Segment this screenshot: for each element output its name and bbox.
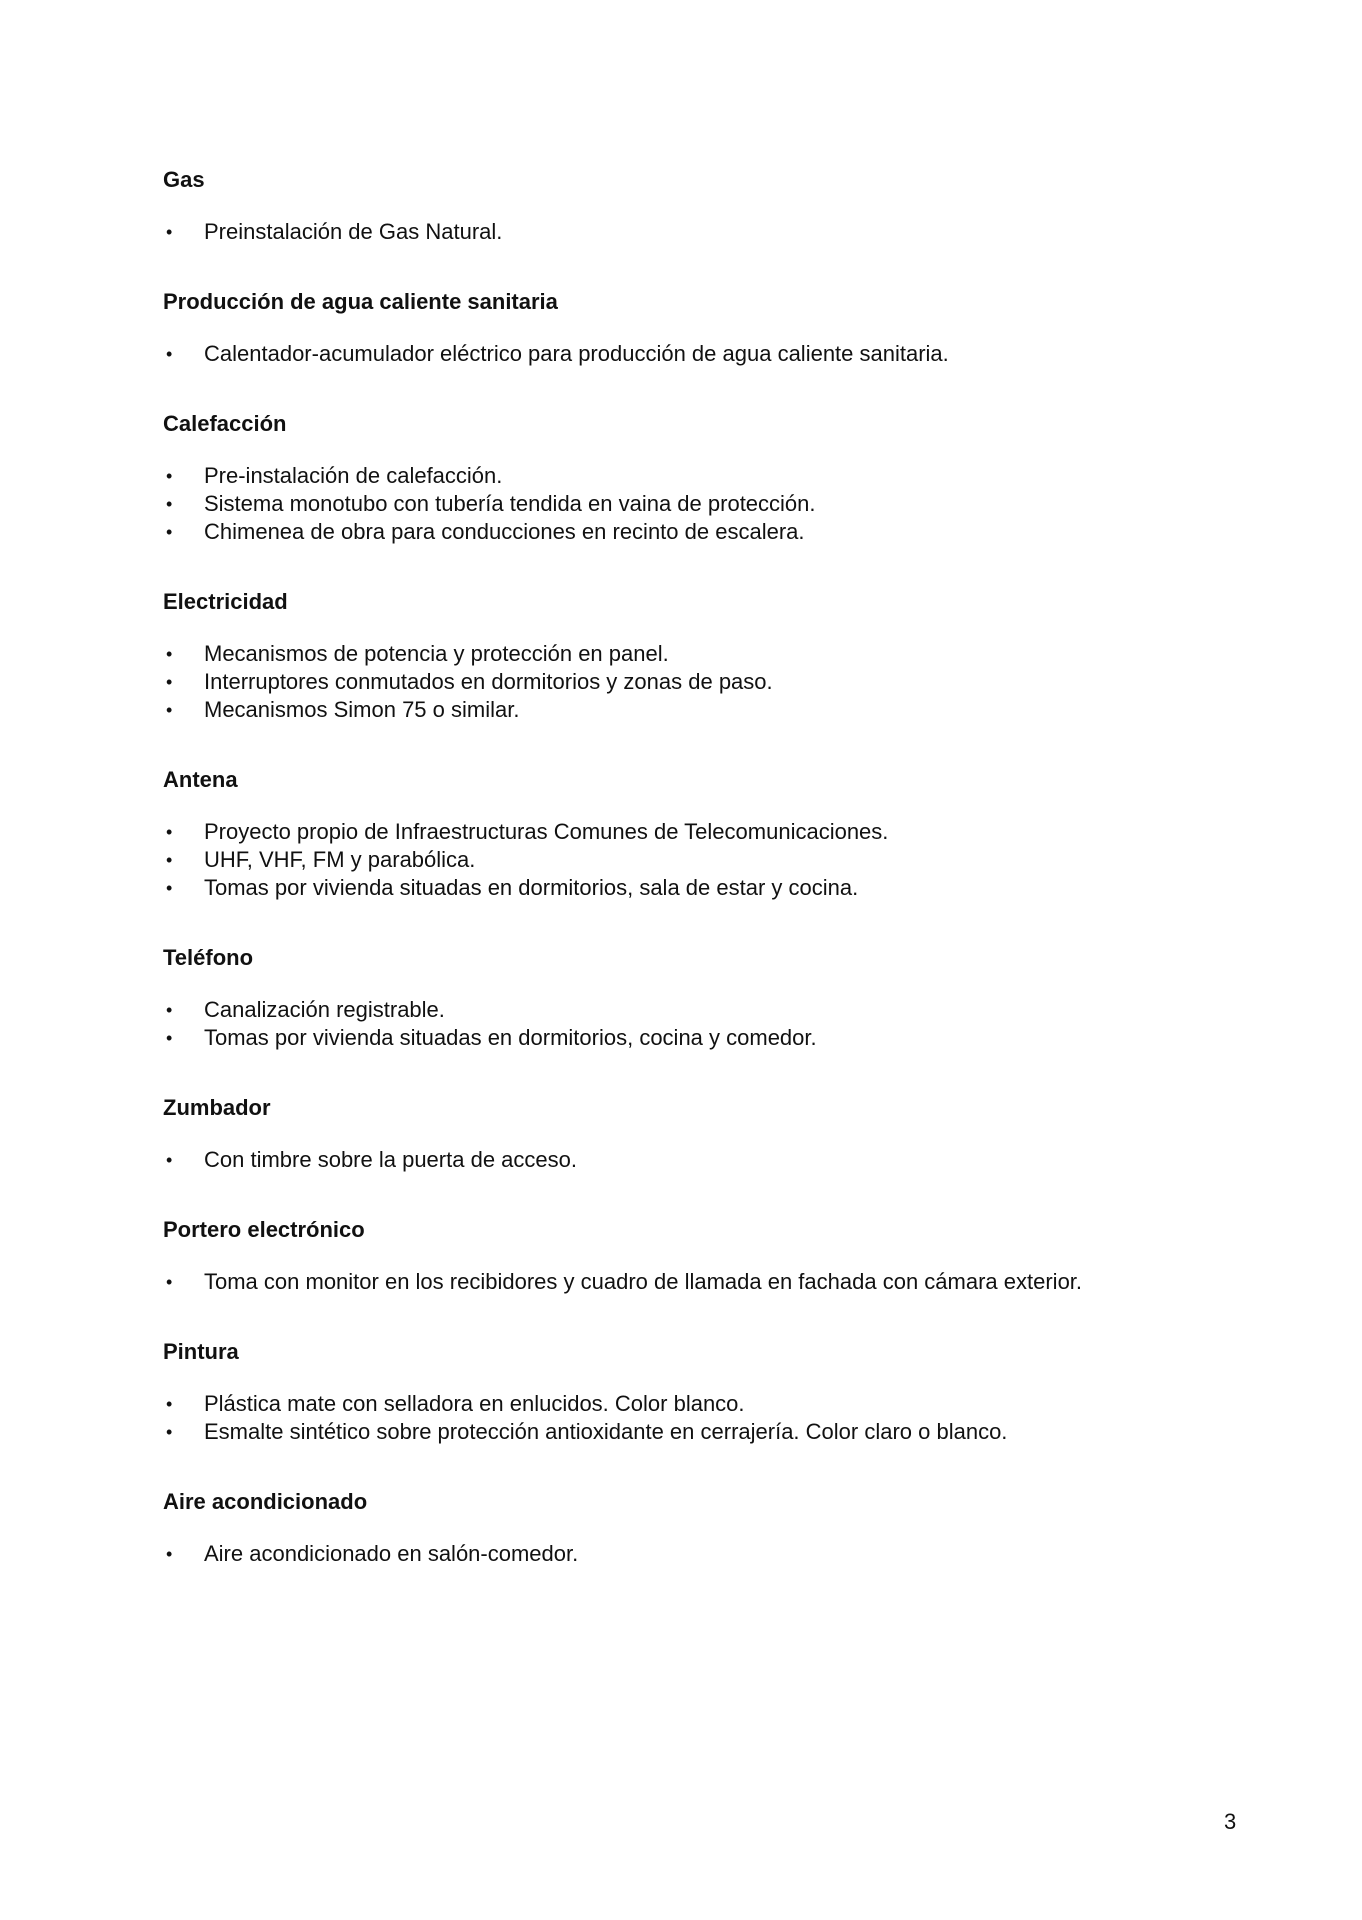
section-title: Portero electrónico: [163, 1217, 365, 1242]
bullet-icon: •: [166, 1028, 173, 1048]
bullet-list: [163, 1268, 1213, 1296]
bullet-icon: •: [166, 222, 173, 242]
bullet-icon: •: [166, 1544, 173, 1564]
list-item: • Tomas por vivienda situadas en dormitorios, sala de estar y cocina.: [166, 875, 859, 900]
section-title: Gas: [163, 167, 205, 192]
section-gas: [163, 166, 1213, 246]
list-item: • Plástica mate con selladora en enlucidos. Color blanco.: [166, 1391, 745, 1416]
bullet-icon: •: [166, 822, 173, 842]
bullet-icon: •: [166, 522, 173, 542]
bullet-icon: •: [166, 878, 173, 898]
section-antena: [163, 766, 1213, 902]
list-item: • Mecanismos de potencia y protección en panel.: [166, 641, 669, 666]
list-item: • Preinstalación de Gas Natural.: [166, 219, 503, 244]
list-item: • Aire acondicionado en salón-comedor.: [166, 1541, 579, 1566]
bullet-icon: •: [166, 494, 173, 514]
section-agua-caliente: [163, 288, 1213, 368]
bullet-list: [163, 218, 1213, 246]
section-aire-acondicionado: [163, 1488, 1213, 1568]
bullet-list: [163, 640, 1213, 724]
bullet-icon: •: [166, 1394, 173, 1414]
bullet-list: [163, 462, 1213, 546]
section-zumbador: [163, 1094, 1213, 1174]
section-title: Pintura: [163, 1339, 239, 1364]
bullet-list: [163, 818, 1213, 902]
list-item: • Proyecto propio de Infraestructuras Comunes de Telecomunicaciones.: [166, 819, 889, 844]
section-pintura: [163, 1338, 1213, 1446]
section-electricidad: [163, 588, 1213, 724]
bullet-list: [163, 1146, 1213, 1174]
bullet-icon: •: [166, 466, 173, 486]
bullet-list: [163, 340, 1213, 368]
bullet-icon: •: [166, 1150, 173, 1170]
list-item: • Esmalte sintético sobre protección antioxidante en cerrajería. Color claro o blanco.: [166, 1419, 1008, 1444]
section-title: Producción de agua caliente sanitaria: [163, 289, 558, 314]
bullet-icon: •: [166, 1272, 173, 1292]
list-item: • Chimenea de obra para conducciones en recinto de escalera.: [166, 519, 805, 544]
document-body: [163, 166, 1213, 1610]
bullet-icon: •: [166, 850, 173, 870]
list-item: • Tomas por vivienda situadas en dormitorios, cocina y comedor.: [166, 1025, 817, 1050]
section-telefono: [163, 944, 1213, 1052]
bullet-icon: •: [166, 672, 173, 692]
list-item: • Pre-instalación de calefacción.: [166, 463, 503, 488]
list-item: • Interruptores conmutados en dormitorios y zonas de paso.: [166, 669, 773, 694]
section-title: Electricidad: [163, 589, 288, 614]
section-portero: [163, 1216, 1213, 1296]
bullet-icon: •: [166, 644, 173, 664]
section-title: Antena: [163, 767, 238, 792]
bullet-list: [163, 996, 1213, 1052]
section-calefaccion: [163, 410, 1213, 546]
bullet-list: [163, 1540, 1213, 1568]
list-item: • Sistema monotubo con tubería tendida en vaina de protección.: [166, 491, 816, 516]
page-number: 3: [1224, 1809, 1237, 1834]
bullet-icon: •: [166, 1422, 173, 1442]
bullet-icon: •: [166, 1000, 173, 1020]
section-title: Teléfono: [163, 945, 254, 970]
list-item: • Mecanismos Simon 75 o similar.: [166, 697, 520, 722]
bullet-icon: •: [166, 344, 173, 364]
list-item: • Calentador-acumulador eléctrico para producción de agua caliente sanitaria.: [166, 341, 949, 366]
bullet-list: [163, 1390, 1213, 1446]
section-title: Calefacción: [163, 411, 287, 436]
section-title: Zumbador: [163, 1095, 271, 1120]
list-item: • Canalización registrable.: [166, 997, 445, 1022]
bullet-icon: •: [166, 700, 173, 720]
list-item: • UHF, VHF, FM y parabólica.: [166, 847, 476, 872]
section-title: Aire acondicionado: [163, 1489, 368, 1514]
list-item: • Toma con monitor en los recibidores y cuadro de llamada en fachada con cámara exterior.: [166, 1269, 1083, 1294]
list-item: • Con timbre sobre la puerta de acceso.: [166, 1147, 577, 1172]
